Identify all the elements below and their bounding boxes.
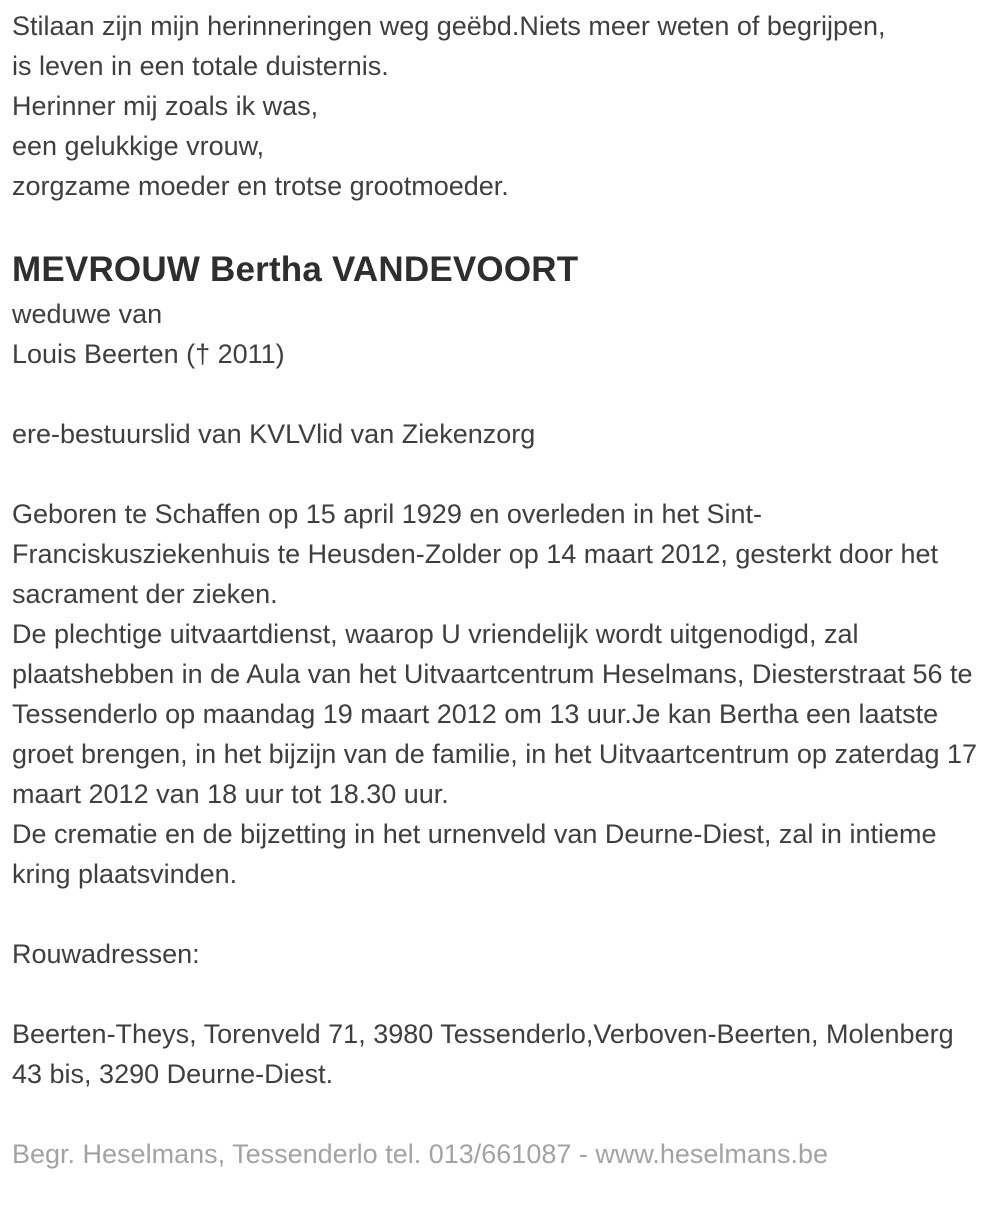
funeral-announcement xyxy=(12,494,986,894)
poem-line: Herinner mij zoals ik was, xyxy=(12,91,319,121)
memorial-poem xyxy=(12,6,986,206)
funeral-home-footer: Begr. Heselmans, Tessenderlo tel. 013/661087 - www.heselmans.be xyxy=(12,1139,828,1169)
poem-line: zorgzame moeder en trotse grootmoeder. xyxy=(12,171,509,201)
poem-line: Stilaan zijn mijn herinneringen weg geëbd.Niets meer weten of begrijpen, xyxy=(12,11,886,41)
spouse-line: Louis Beerten († 2011) xyxy=(12,339,285,369)
announcement-paragraph: Geboren te Schaffen op 15 april 1929 en overleden in het Sint-Franciskusziekenhuis te Heusden-Zolder op 14 maart 2012, gesterkt door het sacrament der zieken. xyxy=(12,499,939,609)
poem-line: een gelukkige vrouw, xyxy=(12,131,265,161)
announcement-paragraph: De crematie en de bijzetting in het urnenveld van Deurne-Diest, zal in intieme kring plaatsvinden. xyxy=(12,819,937,889)
widow-block xyxy=(12,294,986,374)
announcement-paragraph: De plechtige uitvaartdienst, waarop U vriendelijk wordt uitgenodigd, zal plaatshebben in de Aula van het Uitvaartcentrum Heselmans, Diesterstraat 56 te Tessenderlo op maandag 19 maart 2012 om 13 uur.Je kan Bertha een laatste groet brengen, in het bijzijn van de familie, in het Uitvaartcentrum op zaterdag 17 maart 2012 van 18 uur tot 18.30 uur. xyxy=(12,619,978,809)
mourning-addresses: Beerten-Theys, Torenveld 71, 3980 Tessenderlo,Verboven-Beerten, Molenberg 43 bis, 3290 Deurne-Diest. xyxy=(12,1019,954,1089)
deceased-name-heading: MEVROUW Bertha VANDEVOORT xyxy=(12,250,579,289)
widow-of-label: weduwe van xyxy=(12,299,163,329)
membership-line: ere-bestuurslid van KVLVlid van Ziekenzorg xyxy=(12,419,536,449)
mourning-addresses-label: Rouwadressen: xyxy=(12,939,200,969)
poem-line: is leven in een totale duisternis. xyxy=(12,51,389,81)
